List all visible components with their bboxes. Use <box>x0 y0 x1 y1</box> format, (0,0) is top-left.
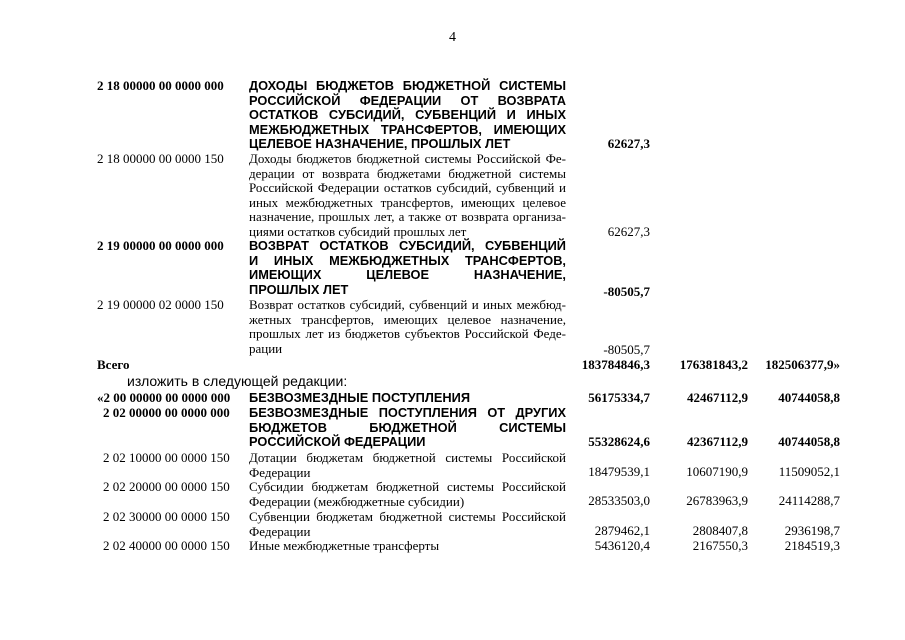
row-description-line: БЕЗВОЗМЕЗДНЫЕ ПОСТУПЛЕНИЯ <box>249 390 471 405</box>
row-description-line: МЕЖБЮДЖЕТНЫХ ТРАНСФЕРТОВ, ИМЕЮЩИХ <box>249 121 566 137</box>
row-value-1: 2879462,1 <box>594 523 650 538</box>
row-description-line: Федерации <box>249 464 311 480</box>
row-description <box>249 239 566 297</box>
instruction-text: изложить в следующей редакции: <box>127 373 348 389</box>
row-code: 2 02 20000 00 0000 150 <box>103 479 230 494</box>
row-value-2: 2167550,3 <box>692 538 748 553</box>
total-value-1: 183784846,3 <box>581 357 650 372</box>
row-value: 62627,3 <box>607 224 650 239</box>
row-description-line: ВОЗВРАТ ОСТАТКОВ СУБСИДИЙ, СУБВЕНЦИЙ <box>249 238 566 253</box>
row-description-line: И ИНЫХ МЕЖБЮДЖЕТНЫХ ТРАНСФЕРТОВ, <box>249 252 566 268</box>
row-value-3: 40744058,8 <box>778 434 840 449</box>
row-code: 2 19 00000 00 0000 000 <box>97 238 224 253</box>
row-description-line: ОСТАТКОВ СУБСИДИЙ, СУБВЕНЦИЙ И ИНЫХ <box>249 107 566 122</box>
row-description <box>249 79 566 152</box>
row-description-line: ИМЕЮЩИХ ЦЕЛЕВОЕ НАЗНАЧЕНИЕ, <box>249 267 566 282</box>
row-code: 2 19 00000 02 0000 150 <box>97 297 224 312</box>
row-description-line: дерации от возврата бюджетами бюджетной системы <box>249 165 566 181</box>
row-code: 2 02 00000 00 0000 000 <box>103 405 230 420</box>
row-value-1: 55328624,6 <box>588 434 650 449</box>
row-description-line: ДОХОДЫ БЮДЖЕТОВ БЮДЖЕТНОЙ СИСТЕМЫ <box>249 78 566 93</box>
row-description-line: Федерации (межбюджетные субсидии) <box>249 493 465 509</box>
row-code: «2 00 00000 00 0000 000 <box>97 390 231 405</box>
row-value-1: 56175334,7 <box>588 390 650 405</box>
row-description-line: ЦЕЛЕВОЕ НАЗНАЧЕНИЕ, ПРОШЛЫХ ЛЕТ <box>249 136 511 151</box>
row-description-line: Иные межбюджетные трансферты <box>249 538 440 553</box>
row-code: 2 18 00000 00 0000 150 <box>97 151 224 166</box>
row-description <box>249 480 566 509</box>
row-description <box>249 152 566 239</box>
row-value-3: 11509052,1 <box>778 464 840 479</box>
row-description-line: назначение, прошлых лет, а также от возврата организа- <box>249 209 566 224</box>
row-description-line: Субсидии бюджетам бюджетной системы Российской <box>249 479 566 494</box>
row-value: -80505,7 <box>603 342 650 357</box>
row-description-line: рации <box>249 340 283 356</box>
row-description-line: циями остатков субсидий прошлых лет <box>249 223 467 239</box>
row-description-line: жетных трансфертов, имеющих целевое назначение, <box>249 311 566 327</box>
row-value-1: 5436120,4 <box>594 538 650 553</box>
row-description <box>249 451 566 480</box>
row-description-line: Дотации бюджетам бюджетной системы Российской <box>249 450 566 465</box>
row-description <box>249 539 566 554</box>
row-value-1: 18479539,1 <box>588 464 650 479</box>
total-value-3: 182506377,9» <box>765 357 840 372</box>
row-value: -80505,7 <box>603 284 650 299</box>
row-code: 2 02 40000 00 0000 150 <box>103 538 230 553</box>
row-description-line: прошлых лет из бюджетов субъектов Российской Феде- <box>249 326 566 341</box>
row-description <box>249 510 566 539</box>
row-value-2: 2808407,8 <box>692 523 748 538</box>
row-description-line: ПРОШЛЫХ ЛЕТ <box>249 281 349 297</box>
row-value-3: 2184519,3 <box>784 538 840 553</box>
row-description-line: БЮДЖЕТОВ БЮДЖЕТНОЙ СИСТЕМЫ <box>249 419 566 435</box>
row-value: 62627,3 <box>607 136 650 151</box>
row-value-3: 24114288,7 <box>778 493 840 508</box>
row-code: 2 18 00000 00 0000 000 <box>97 78 224 93</box>
row-description-line: Российской Федерации остатков субсидий, субвенций и <box>249 180 566 195</box>
row-description-line: Доходы бюджетов бюджетной системы Российской Фе- <box>249 151 566 166</box>
total-value-2: 176381843,2 <box>679 357 748 372</box>
row-value-1: 28533503,0 <box>588 493 650 508</box>
row-code: 2 02 30000 00 0000 150 <box>103 509 230 524</box>
row-description-line: иных межбюджетных трансфертов, имеющих целевое <box>249 194 566 210</box>
row-description <box>249 298 566 356</box>
row-description-line: Субвенции бюджетам бюджетной системы Российской <box>249 509 566 524</box>
row-description-line: Федерации <box>249 523 311 539</box>
row-description-line: РОССИЙСКОЙ ФЕДЕРАЦИИ <box>249 434 426 449</box>
row-description <box>249 406 566 450</box>
row-description <box>249 391 566 406</box>
row-value-2: 10607190,9 <box>686 464 748 479</box>
row-value-3: 2936198,7 <box>784 523 840 538</box>
page-number: 4 <box>449 30 456 45</box>
total-label: Всего <box>97 357 130 372</box>
row-value-3: 40744058,8 <box>778 390 840 405</box>
row-value-2: 42367112,9 <box>686 434 748 449</box>
row-value-2: 26783963,9 <box>686 493 748 508</box>
row-code: 2 02 10000 00 0000 150 <box>103 450 230 465</box>
row-value-2: 42467112,9 <box>686 390 748 405</box>
row-description-line: РОССИЙСКОЙ ФЕДЕРАЦИИ ОТ ВОЗВРАТА <box>249 92 566 108</box>
row-description-line: Возврат остатков субсидий, субвенций и иных межбюд- <box>249 297 566 312</box>
row-description-line: БЕЗВОЗМЕЗДНЫЕ ПОСТУПЛЕНИЯ ОТ ДРУГИХ <box>249 405 566 420</box>
